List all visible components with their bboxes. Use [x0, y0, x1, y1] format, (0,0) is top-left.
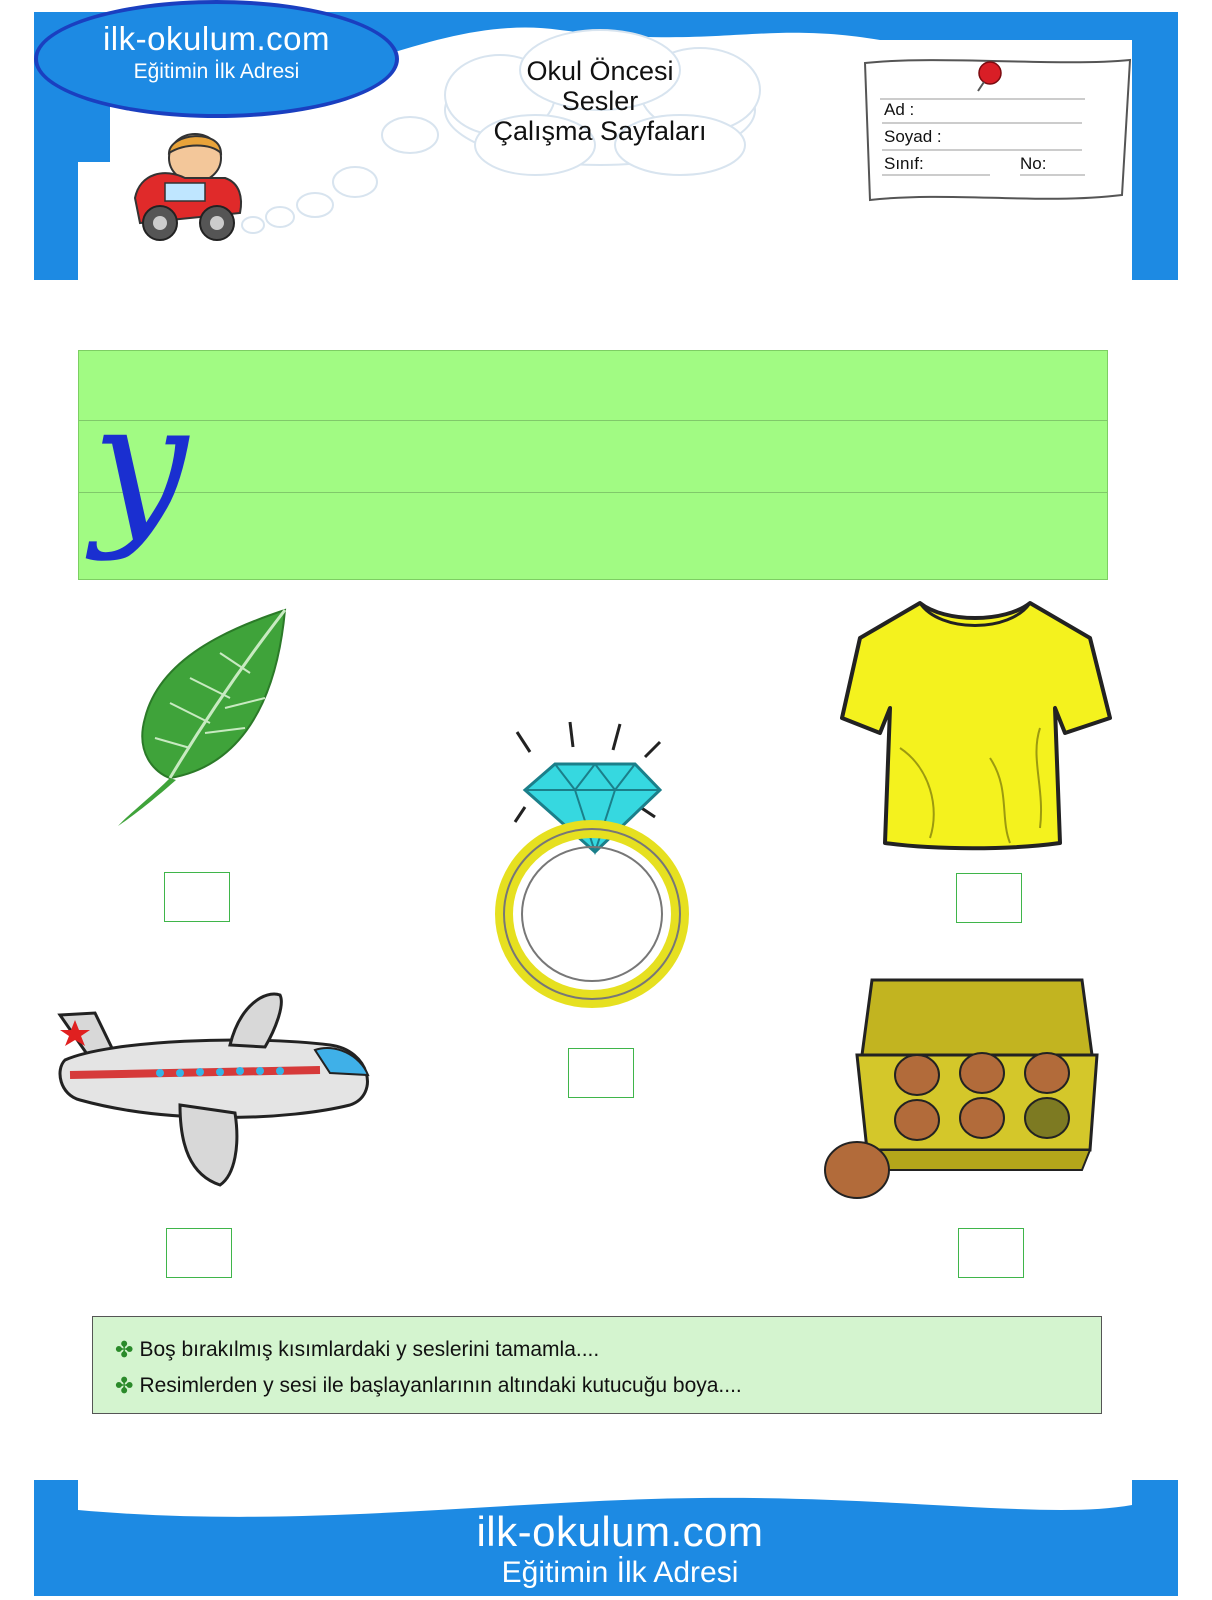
footer-site-name: ilk-okulum.com — [476, 1508, 764, 1555]
title-line-1: Okul Öncesi — [526, 56, 674, 86]
guide-line-base — [78, 492, 1108, 493]
header-site-name: ilk-okulum.com — [102, 20, 331, 57]
instruction-2 — [115, 1373, 742, 1399]
leaf-picture — [110, 608, 300, 833]
letter-writing-band[interactable] — [78, 350, 1108, 580]
instructions-box — [92, 1316, 1102, 1414]
worksheet-title — [470, 56, 730, 146]
answer-box-ring[interactable] — [568, 1048, 634, 1098]
title-line-2: Sesler — [561, 86, 639, 116]
instruction-2-text: Resimlerden y sesi ile başlayanlarının altındaki kutucuğu boya.... — [139, 1374, 742, 1397]
name-label: Ad : — [884, 100, 915, 119]
clover-bullet-icon: ✤ — [115, 1373, 134, 1398]
answer-box-leaf[interactable] — [164, 872, 230, 922]
footer-slogan: Eğitimin İlk Adresi — [501, 1556, 739, 1589]
number-label: No: — [1020, 154, 1047, 173]
footer-logo[interactable] — [330, 1508, 910, 1590]
number-field[interactable] — [1050, 152, 1084, 174]
answer-box-t-shirt[interactable] — [956, 873, 1022, 923]
title-line-3: Çalışma Sayfaları — [493, 116, 707, 146]
class-field[interactable] — [935, 152, 985, 174]
diamond-ring-picture — [495, 712, 695, 1012]
boy-car-illustration — [125, 128, 250, 248]
header-slogan: Eğitimin İlk Adresi — [133, 60, 300, 83]
name-field[interactable] — [935, 98, 1075, 120]
instruction-1-text: Boş bırakılmış kısımlardaki y seslerini tamamla.... — [139, 1338, 600, 1361]
class-label: Sınıf: — [884, 154, 924, 173]
cursive-letter: y — [92, 366, 189, 564]
egg-carton-picture — [812, 975, 1102, 1210]
t-shirt-picture — [840, 598, 1112, 853]
header-logo[interactable] — [34, 20, 399, 84]
surname-label: Soyad : — [884, 127, 942, 146]
guide-line-top — [78, 420, 1108, 421]
answer-box-egg-carton[interactable] — [958, 1228, 1024, 1278]
clover-bullet-icon: ✤ — [115, 1337, 134, 1362]
surname-field[interactable] — [955, 125, 1075, 147]
answer-box-airplane[interactable] — [166, 1228, 232, 1278]
airplane-picture — [50, 985, 380, 1215]
instruction-1 — [115, 1337, 599, 1363]
